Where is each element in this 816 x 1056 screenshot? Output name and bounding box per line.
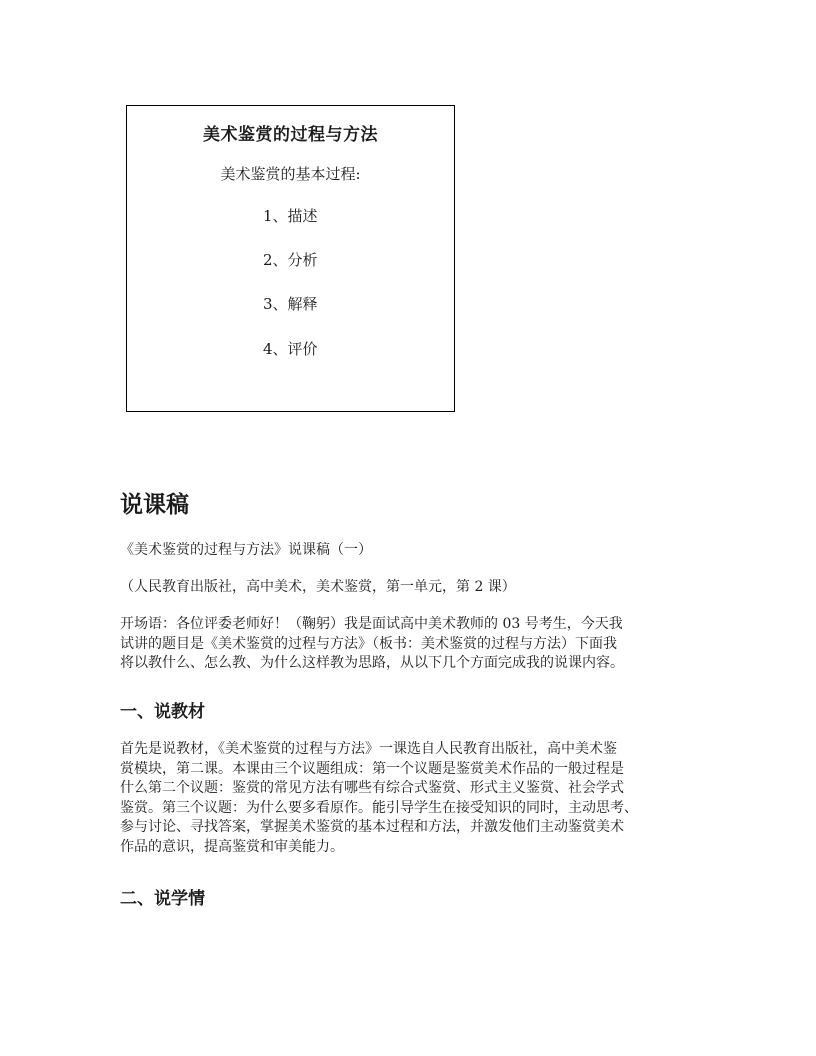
blackboard-outline-box: [126, 105, 455, 412]
paragraph-line: 将以教什么、怎么教、为什么这样教为思路，从以下几个方面完成我的说课内容。: [120, 655, 624, 671]
board-subtitle: 美术鉴赏的基本过程:: [220, 165, 361, 183]
lesson-title: 《美术鉴赏的过程与方法》说课稿（一）: [120, 542, 372, 558]
board-step: 4、评价: [263, 340, 318, 358]
opening-paragraph: [120, 615, 710, 674]
section-heading-students: 二、说学情: [120, 889, 205, 909]
board-title: 美术鉴赏的过程与方法: [203, 125, 378, 145]
paragraph-line: 什么第二个议题：鉴赏的常见方法有哪些有综合式鉴赏、形式主义鉴赏、社会学式: [120, 780, 624, 796]
board-step: 1、描述: [263, 207, 318, 225]
paragraph-line: 试讲的题目是《美术鉴赏的过程与方法》（板书：美术鉴赏的过程与方法）下面我: [120, 635, 617, 652]
paragraph-line: 作品的意识，提高鉴赏和审美能力。: [120, 838, 344, 855]
board-step: 3、解释: [263, 295, 318, 313]
paragraph-line: 首先是说教材，《美术鉴赏的过程与方法》一课选自人民教育出版社，高中美术鉴: [120, 741, 617, 757]
paragraph-line: 开场语：各位评委老师好！（鞠躬）我是面试高中美术教师的 03 号考生，今天我: [120, 616, 623, 632]
section-heading-textbook: 一、说教材: [120, 702, 205, 722]
board-step: 2、分析: [263, 251, 318, 269]
paragraph-line: 参与讨论、寻找答案，掌握美术鉴赏的基本过程和方法，并激发他们主动鉴赏美术: [120, 819, 624, 835]
lesson-source: （人民教育出版社，高中美术，美术鉴赏，第一单元，第 2 课）: [120, 579, 516, 595]
textbook-paragraph: [120, 740, 710, 857]
paragraph-line: 赏模块，第二课。本课由三个议题组成：第一个议题是鉴赏美术作品的一般过程是: [120, 760, 624, 777]
paragraph-line: 鉴赏。第三个议题：为什么要多看原作。能引导学生在接受知识的同时，主动思考、: [120, 799, 638, 816]
document-title: 说课稿: [120, 492, 189, 518]
